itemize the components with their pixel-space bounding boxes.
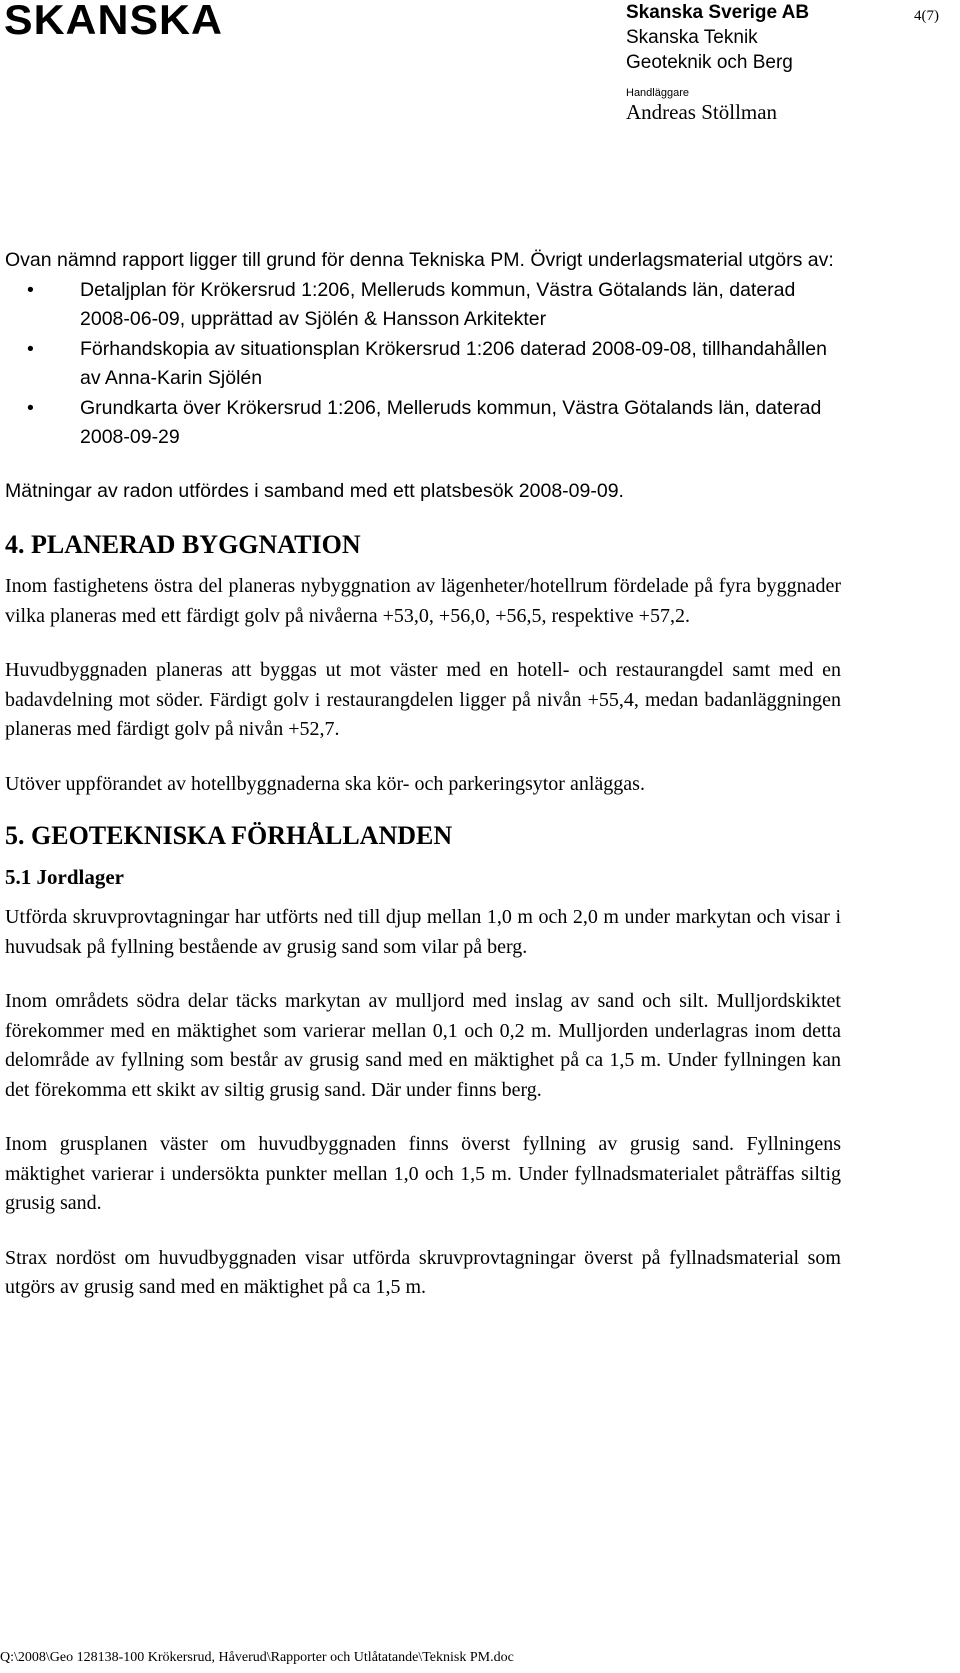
radon-paragraph: Mätningar av radon utfördes i samband med ett platsbesök 2008-09-09. [5,479,624,502]
bullet-icon: • [27,337,34,360]
list-item: • Detaljplan för Krökersrud 1:206, Melleruds kommun, Västra Götalands län, daterad 2008-06-09, upprättad av Sjölén & Hansson Arkitekter [5,276,841,335]
section-4-heading: 4. PLANERAD BYGGNATION [5,530,361,559]
footer-file-path: Q:\2008\Geo 128138-100 Krökersrud, Håverud\Rapporter och Utlåtatande\Teknisk PM.doc [0,1650,514,1665]
handler-name: Andreas Stöllman [626,100,778,124]
section-4-paragraph-3: Utöver uppförandet av hotellbyggnaderna ska kör- och parkeringsytor anläggas. [5,772,645,795]
header-block [626,0,809,124]
skanska-logo: SKANSKA [4,0,223,43]
section-5-paragraph-1: Utförda skruvprovtagningar har utförts ned till djup mellan 1,0 m och 2,0 m under markytan och visar i huvudsak på fyllning bestående av grusig sand som vilar på berg. [5,906,841,958]
page-number: 4(7) [914,8,939,24]
section-4-paragraph-2: Huvudbyggnaden planeras att byggas ut mot väster med en hotell- och restaurangdel samt med en badavdelning mot söder. Färdigt golv i restaurangdelen ligger på nivån +55,4, medan badanläggningen planeras med färdigt golv på nivån +52,7. [5,659,841,740]
company-name: Skanska Sverige AB [626,2,810,23]
section-5-paragraph-2: Inom områdets södra delar täcks markytan av mulljord med inslag av sand och silt. Mulljordskiktet förekommer med en mäktighet som varierar mellan 0,1 och 0,2 m. Mulljorden underlagras inom detta delområde av fyllning som består av grusig sand med en mäktighet på ca 1,5 m. Under fyllningen kan det förekomma ett skikt av siltig grusig sand. Där under finns berg. [5,990,841,1101]
section-5-heading: 5. GEOTEKNISKA FÖRHÅLLANDEN [5,821,453,850]
bullet-icon: • [27,278,34,301]
list-item: • Förhandskopia av situationsplan Krökersrud 1:206 daterad 2008-09-08, tillhandahållen av Anna-Karin Sjölén [5,335,841,394]
section-5-paragraph-3: Inom grusplanen väster om huvudbyggnaden finns överst fyllning av grusig sand. Fyllningens mäktighet varierar i undersökta punkter mellan 1,0 och 1,5 m. Under fyllnadsmaterialet påträffas siltig grusig sand. [5,1133,841,1214]
section-5-paragraph-4: Strax nordöst om huvudbyggnaden visar utförda skruvprovtagningar överst på fyllnadsmaterial som utgörs av grusig sand med en mäktighet på ca 1,5 m. [5,1246,841,1298]
document-body [5,246,841,1303]
division-name: Skanska Teknik [626,27,758,48]
bullet-icon: • [27,396,34,419]
section-4-paragraph-1: Inom fastighetens östra del planeras nybyggnation av lägenheter/hotellrum fördelade på fyra byggnader vilka planeras med ett färdigt golv på nivåerna +53,0, +56,0, +56,5, respektive +57,2. [5,575,841,627]
section-5-1-heading: 5.1 Jordlager [5,865,124,889]
bullet-list [5,276,841,453]
intro-paragraph: Ovan nämnd rapport ligger till grund för denna Tekniska PM. Övrigt underlagsmaterial utgörs av: [5,249,834,271]
department-name: Geoteknik och Berg [626,52,793,73]
handler-label: Handläggare [626,87,689,99]
list-item: • Grundkarta över Krökersrud 1:206, Melleruds kommun, Västra Götalands län, daterad 2008-09-29 [5,394,841,453]
